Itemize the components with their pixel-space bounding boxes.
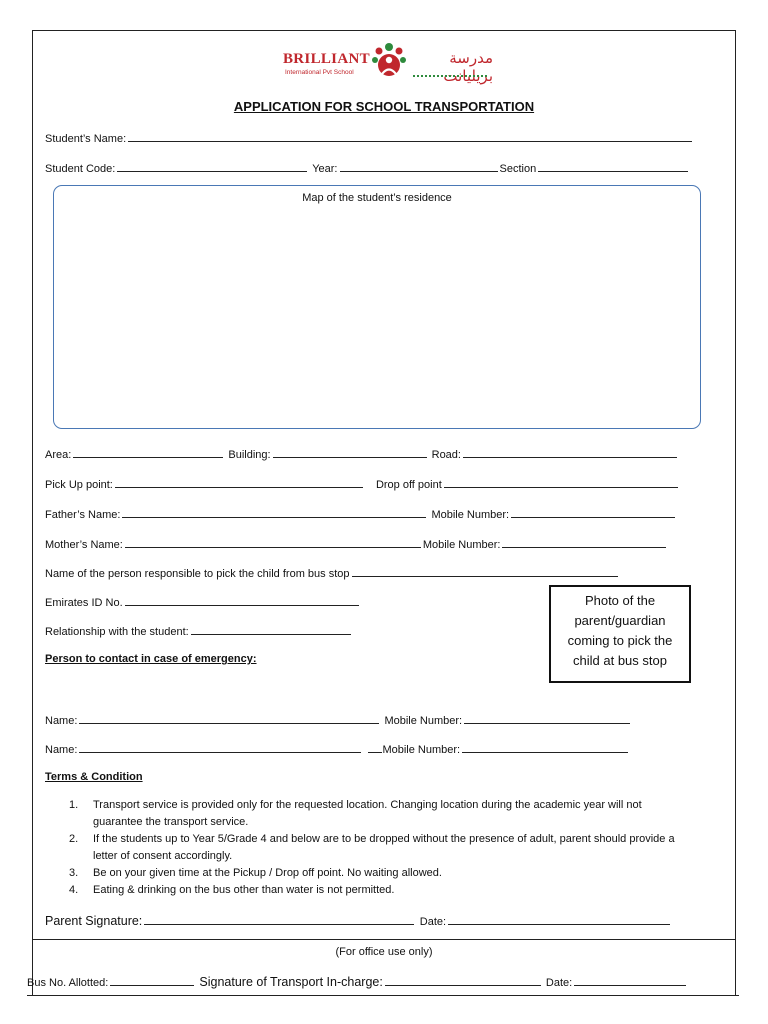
school-logo — [283, 39, 493, 85]
emergency-mobile-label-2: Mobile Number: — [382, 744, 461, 756]
term-number: 1. — [69, 799, 79, 811]
transport-signature-field[interactable] — [385, 975, 541, 986]
emergency-name-field-1[interactable] — [79, 713, 379, 724]
mother-name-field[interactable] — [125, 537, 421, 548]
bus-no-label: Bus No. Allotted: — [27, 977, 109, 989]
emergency-name-label-1: Name: — [45, 715, 78, 727]
term-text: Transport service is provided only for the requested location. Changing location during the academic year will not guarantee the transport service. — [93, 799, 642, 828]
responsible-person-row — [45, 566, 620, 580]
emergency-name-label-2: Name: — [45, 744, 78, 756]
term-text: Be on your given time at the Pickup / Drop off point. No waiting allowed. — [93, 867, 442, 879]
relationship-field[interactable] — [191, 624, 351, 635]
emirates-id-field[interactable] — [125, 595, 359, 606]
emergency-mobile-label-1: Mobile Number: — [384, 715, 463, 727]
road-label: Road: — [431, 449, 461, 461]
emergency-contact-row-1 — [45, 713, 632, 727]
map-label: Map of the student’s residence — [302, 192, 452, 204]
photo-line-4: child at bus stop — [573, 653, 667, 668]
father-name-label: Father’s Name: — [45, 509, 121, 521]
guardian-photo-box[interactable] — [549, 585, 691, 683]
term-item — [69, 831, 689, 865]
mother-name-label: Mother’s Name: — [45, 539, 123, 551]
photo-line-2: parent/guardian — [574, 613, 666, 628]
office-date-label: Date: — [545, 977, 573, 989]
student-name-label: Student’s Name: — [45, 133, 127, 145]
logo-name-ar: مدرسة بريليانت — [443, 49, 493, 85]
year-field[interactable] — [340, 161, 498, 172]
building-field[interactable] — [273, 447, 427, 458]
parent-signature-label: Parent Signature: — [45, 914, 143, 928]
term-item — [69, 797, 689, 831]
student-code-field[interactable] — [117, 161, 307, 172]
responsible-person-field[interactable] — [352, 566, 618, 577]
student-name-field[interactable] — [128, 131, 692, 142]
emergency-contact-row-2 — [45, 742, 630, 756]
logo-name-en: BRILLIANT — [283, 51, 370, 67]
parent-signature-field[interactable] — [144, 914, 414, 925]
student-code-label: Student Code: — [45, 163, 116, 175]
term-item — [69, 882, 689, 899]
address-row — [45, 447, 679, 461]
term-number: 2. — [69, 833, 79, 845]
terms-list — [69, 797, 689, 899]
year-label: Year: — [312, 163, 338, 175]
pickup-row — [45, 477, 680, 491]
relationship-row — [45, 624, 353, 638]
emergency-mobile-field-1[interactable] — [464, 713, 630, 724]
father-row — [45, 507, 677, 521]
photo-line-3: coming to pick the — [567, 633, 673, 648]
office-use-label: (For office use only) — [335, 946, 433, 958]
emergency-name-field-2[interactable] — [79, 742, 361, 753]
student-name-row — [45, 131, 694, 145]
parent-signature-row — [45, 914, 672, 928]
term-number: 3. — [69, 867, 79, 879]
father-mobile-label: Mobile Number: — [431, 509, 510, 521]
building-label: Building: — [228, 449, 271, 461]
responsible-person-label: Name of the person responsible to pick the child from bus stop — [45, 568, 350, 580]
terms-heading: Terms & Condition — [45, 771, 143, 783]
residence-map-box[interactable] — [53, 185, 701, 429]
mother-mobile-field[interactable] — [502, 537, 666, 548]
road-field[interactable] — [463, 447, 677, 458]
logo-subtitle-en: International Pvt School — [285, 69, 354, 76]
section-label: Section — [499, 163, 537, 175]
form-title: APPLICATION FOR SCHOOL TRANSPORTATION — [233, 99, 535, 114]
mother-mobile-label: Mobile Number: — [422, 539, 501, 551]
emergency-mobile-field-2[interactable] — [462, 742, 628, 753]
emergency-heading: Person to contact in case of emergency: — [45, 653, 257, 665]
term-text: If the students up to Year 5/Grade 4 and below are to be dropped without the presence of adult, parent should provide a letter of consent accordingly. — [93, 833, 675, 862]
office-row — [27, 975, 688, 989]
term-number: 4. — [69, 884, 79, 896]
pickup-field[interactable] — [115, 477, 363, 488]
bottom-border — [27, 995, 739, 996]
bus-no-field[interactable] — [110, 975, 194, 986]
signature-date-label: Date: — [419, 916, 447, 928]
logo-emblem-icon — [369, 39, 409, 83]
mother-row — [45, 537, 668, 551]
section-field[interactable] — [538, 161, 688, 172]
photo-line-1: Photo of the — [584, 593, 656, 608]
relationship-label: Relationship with the student: — [45, 626, 189, 638]
dropoff-field[interactable] — [444, 477, 678, 488]
office-divider — [33, 939, 735, 940]
term-text: Eating & drinking on the bus other than water is not permitted. — [93, 884, 395, 896]
logo-subtitle-ar — [413, 69, 487, 77]
father-name-field[interactable] — [122, 507, 426, 518]
emirates-id-label: Emirates ID No. — [45, 597, 123, 609]
office-date-field[interactable] — [574, 975, 686, 986]
signature-date-field[interactable] — [448, 914, 670, 925]
pickup-label: Pick Up point: — [45, 479, 113, 491]
student-code-row — [45, 161, 690, 175]
emergency-spacer-line — [368, 742, 382, 753]
transport-signature-label: Signature of Transport In-charge: — [199, 975, 383, 989]
father-mobile-field[interactable] — [511, 507, 675, 518]
term-item — [69, 865, 689, 882]
emirates-id-row — [45, 595, 361, 609]
area-label: Area: — [45, 449, 72, 461]
application-form — [27, 30, 736, 996]
dropoff-label: Drop off point — [375, 479, 442, 491]
area-field[interactable] — [73, 447, 223, 458]
